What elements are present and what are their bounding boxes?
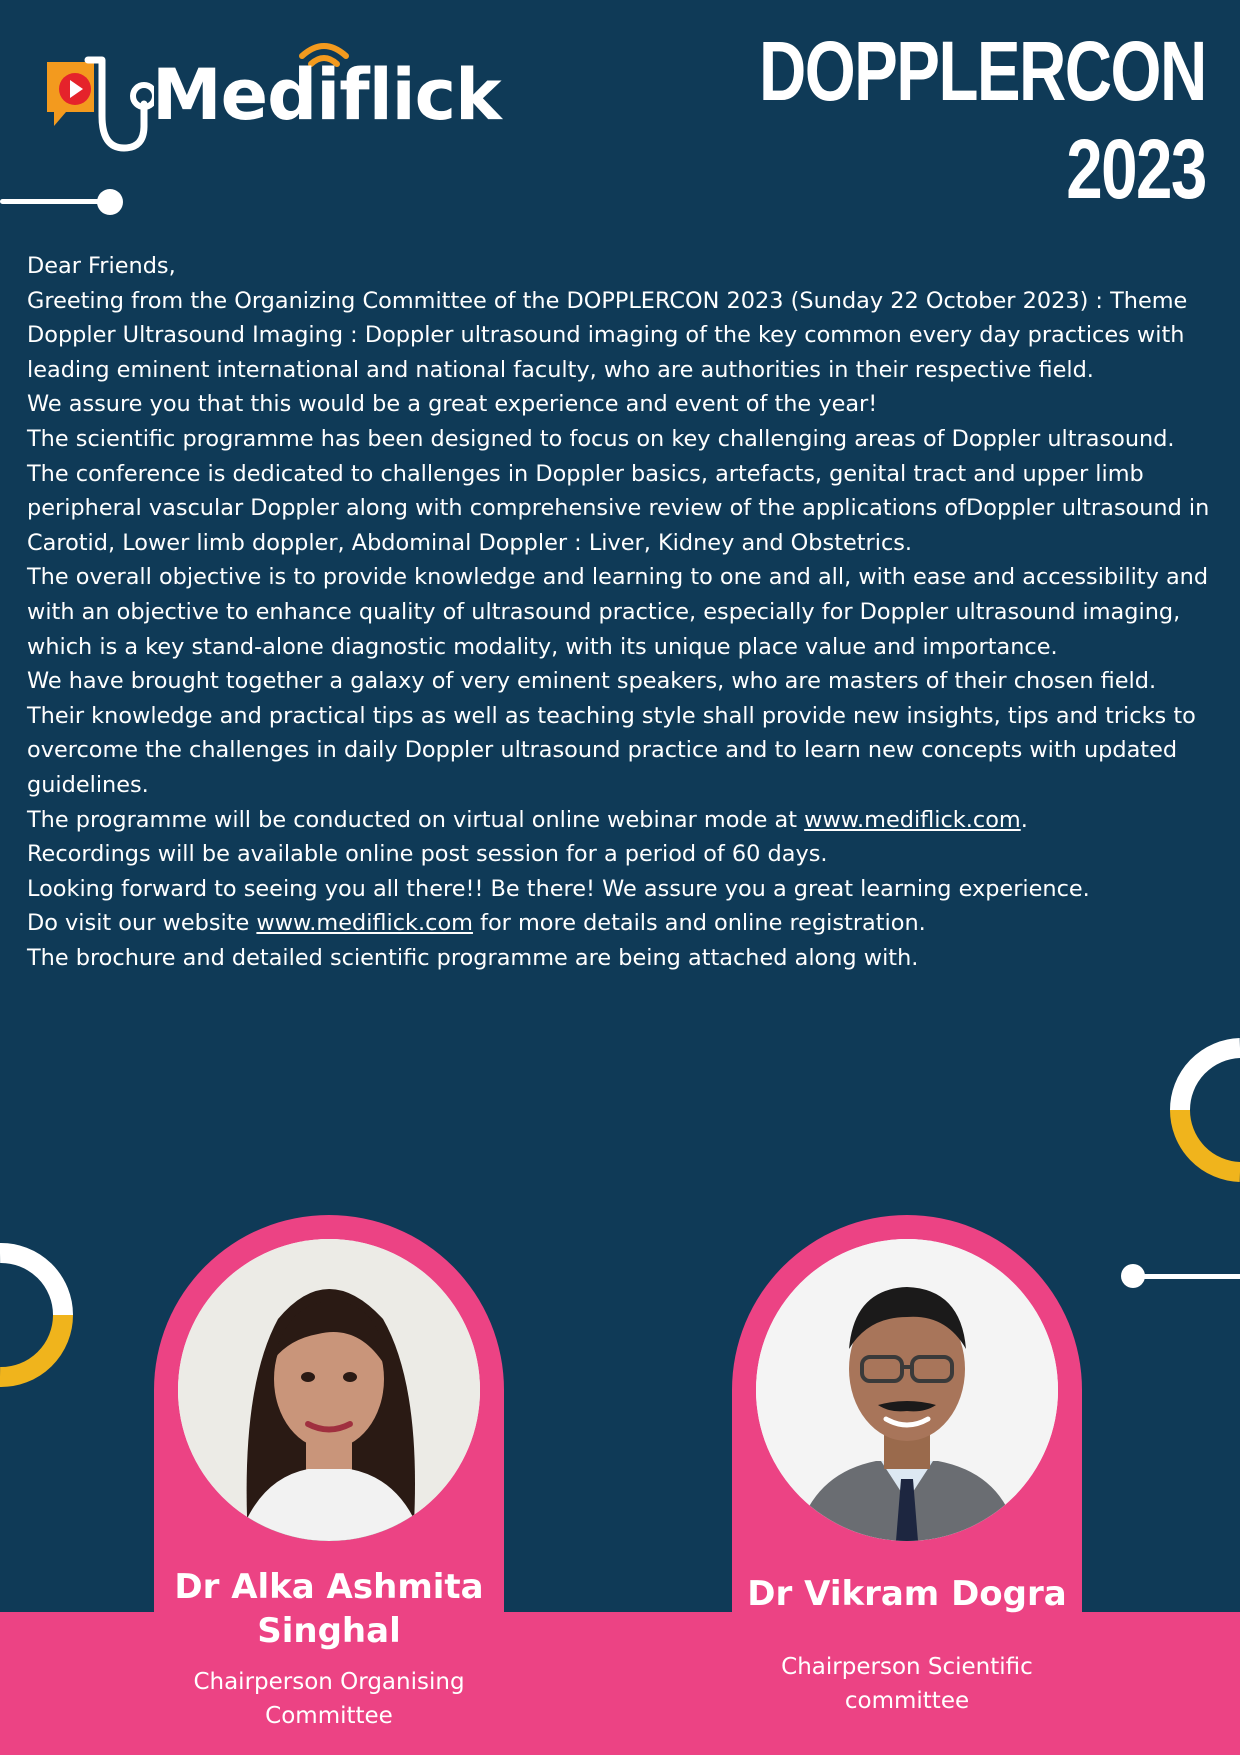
speaker-role-line: committee bbox=[844, 1688, 970, 1714]
event-title bbox=[759, 22, 1206, 218]
decorative-line bbox=[0, 199, 112, 204]
letter-paragraph: The conference is dedicated to challenges in Doppler basics, artefacts, genital tract and upper limb peripheral vascular Doppler along with comprehensive review of the applications ofDoppler ultrasound in Carotid, Lower limb doppler, Abdominal Doppler : Liver, Kidney and Obstetrics. bbox=[27, 460, 1210, 556]
letter-paragraph: Looking forward to seeing you all there!! Be there! We assure you a great learning experience. bbox=[27, 875, 1090, 902]
text-segment: Do visit our website bbox=[27, 910, 257, 937]
letter-body bbox=[27, 249, 1217, 975]
letter-paragraph: The brochure and detailed scientific programme are being attached along with. bbox=[27, 944, 919, 971]
letter-paragraph: We have brought together a galaxy of very eminent speakers, who are masters of their chosen field. Their knowledge and practical tips as well as teaching style shall provide new insights, tips and tricks to overcome the challenges in daily Doppler ultrasound practice and to learn new concepts with updated guidelines. bbox=[27, 668, 1196, 798]
letter-paragraph: The overall objective is to provide knowledge and learning to one and all, with ease and accessibility and with an objective to enhance quality of ultrasound practice, especially for Doppler ultrasound imaging, which is a key stand-alone diagnostic modality, with its unique place value and importance. bbox=[27, 564, 1209, 660]
text-segment: for more details and online registration. bbox=[472, 910, 926, 937]
decorative-line-right bbox=[1133, 1274, 1240, 1279]
speaker-photo bbox=[756, 1239, 1058, 1541]
speaker-name-line: Singhal bbox=[257, 1611, 401, 1651]
letter-paragraph: Greeting from the Organizing Committee of the DOPPLERCON 2023 (Sunday 22 October 2023) : Theme Doppler Ultrasound Imaging : Doppler ultrasound imaging of the key common every day practices with leading eminent international and national faculty, who are authorities in their respective field. bbox=[27, 287, 1188, 383]
decorative-dot-right bbox=[1121, 1264, 1145, 1288]
salutation: Dear Friends, bbox=[27, 253, 176, 279]
portrait-woman-icon bbox=[178, 1239, 480, 1541]
event-title-line2: 2023 bbox=[1066, 122, 1206, 216]
speaker-role-vikram bbox=[732, 1650, 1082, 1718]
speaker-name-vikram: Dr Vikram Dogra bbox=[747, 1574, 1067, 1614]
letter-paragraph: We assure you that this would be a great experience and event of the year! bbox=[27, 391, 878, 418]
portrait-man-icon bbox=[756, 1239, 1058, 1541]
speaker-role-line: Committee bbox=[265, 1703, 393, 1729]
speaker-name-alka bbox=[154, 1565, 504, 1653]
website-link[interactable]: www.mediflick.com bbox=[804, 806, 1021, 833]
speaker-role-line: Chairperson Scientific bbox=[781, 1654, 1033, 1680]
letter-paragraph: The scientific programme has been designed to focus on key challenging areas of Doppler ultrasound. bbox=[27, 425, 1175, 452]
event-title-line1: DOPPLERCON bbox=[759, 24, 1206, 118]
text-segment: The programme will be conducted on virtual online webinar mode at bbox=[27, 806, 805, 833]
logo-wordmark: Mediflick bbox=[152, 54, 501, 136]
speaker-role-alka bbox=[154, 1665, 504, 1733]
decorative-ring-right bbox=[1150, 1030, 1240, 1190]
stethoscope-play-icon bbox=[44, 38, 154, 163]
letter-paragraph: Recordings will be available online post session for a period of 60 days. bbox=[27, 841, 828, 868]
website-link[interactable]: www.mediflick.com bbox=[256, 910, 473, 937]
speaker-name-line: Dr Alka Ashmita bbox=[174, 1567, 484, 1607]
mediflick-logo bbox=[44, 38, 504, 163]
letter-paragraph bbox=[27, 906, 1217, 941]
decorative-dot bbox=[97, 189, 123, 215]
letter-paragraph bbox=[27, 803, 1217, 838]
text-segment: . bbox=[1020, 806, 1028, 833]
speaker-role-line: Chairperson Organising bbox=[193, 1669, 465, 1695]
decorative-ring-left bbox=[0, 1235, 80, 1395]
speaker-photo bbox=[178, 1239, 480, 1541]
